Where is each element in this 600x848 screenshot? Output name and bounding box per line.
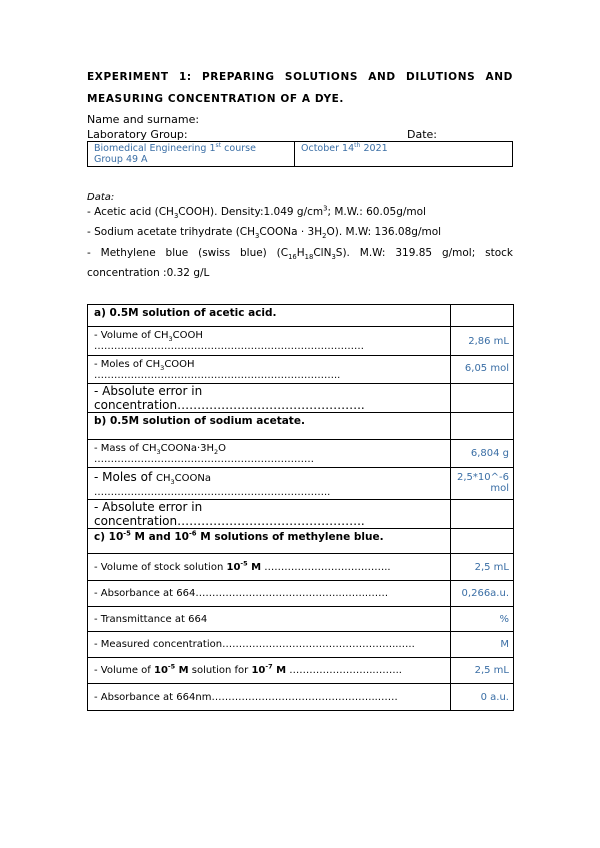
group-value-cell[interactable]: Biomedical Engineering 1st course Group 49 A: [88, 142, 295, 167]
absorbance-label: - Absorbance at 664……………………………………..……..……: [88, 581, 451, 607]
absorbance-nm-label: - Absorbance at 664nm…………………………………………..……: [88, 684, 451, 711]
table-row: [88, 607, 514, 632]
error-acetic-value[interactable]: [451, 384, 514, 413]
results-table: [87, 304, 514, 711]
moles-sodium-label: - Moles of $CH_3COONa$ ……………………………………………………………..: [88, 468, 451, 500]
acetic-acid-data: - Acetic acid $(CH_3COOH)$. Density:1.049 $g/cm^3$; M.W.: 60.05g/mol: [87, 204, 426, 221]
name-label: Name and surname:: [87, 113, 200, 126]
table-row: [88, 500, 514, 529]
sodium-acetate-data: - Sodium acetate trihydrate $(CH_3COONa \cdot 3H_2O)$. M.W: 136.08g/mol: [87, 226, 442, 241]
error-sodium-label: - Absolute error in concentration………………………………………..: [88, 500, 451, 529]
methylene-blue-data: - Methylene blue (swiss blue) $(C_{16}H_{18}ClN_3S)$. M.W: 319.85 g/mol; stock concentration :0.32 g/L: [87, 247, 514, 279]
table-row: [88, 554, 514, 581]
measured-concentration-value[interactable]: M: [451, 632, 514, 658]
table-row: [88, 327, 514, 356]
table-row: [88, 658, 514, 684]
table-row: [88, 684, 514, 711]
section-c-header: c) $10^{-5}$ M and $10^{-6}$ M solutions of methylene blue.: [88, 529, 514, 554]
error-sodium-value[interactable]: [451, 500, 514, 529]
moles-acetic-value[interactable]: 6,05 mol: [451, 356, 514, 384]
transmittance-label: - Transmittance at 664: [88, 607, 451, 632]
moles-acetic-label: - Moles of $CH_3COOH$ ………………………………………………………………..: [88, 356, 451, 384]
error-acetic-label: - Absolute error in concentration………………………………………..: [88, 384, 451, 413]
volume-dilution-label: - Volume of $10^{-5}$ M solution for $10^{-7}$ M ……………………..……..: [88, 658, 451, 684]
transmittance-value[interactable]: %: [451, 607, 514, 632]
moles-sodium-value[interactable]: 2,5*10^-6 mol: [451, 468, 514, 500]
date-value-cell[interactable]: October 14th 2021: [295, 142, 513, 167]
measured-concentration-label: - Measured concentration……………………………………………..…..: [88, 632, 451, 658]
volume-acetic-label: - Volume of $CH_3COOH$ ………………………………………………………………………: [88, 327, 451, 356]
volume-acetic-value[interactable]: 2,86 mL: [451, 327, 514, 356]
absorbance-value[interactable]: 0,266a.u.: [451, 581, 514, 607]
table-row: [88, 384, 514, 413]
volume-stock-label: - Volume of stock solution $10^{-5}$ M ………………………………..: [88, 554, 451, 581]
table-row: [88, 440, 514, 468]
section-b-header: b) 0.5M solution of sodium acetate.: [88, 413, 514, 440]
mass-sodium-value[interactable]: 6,804 g: [451, 440, 514, 468]
mass-sodium-label: - Mass of $CH_3COONa\cdot 3H_2O$ …………………………………………………………: [88, 440, 451, 468]
group-label: Laboratory Group:: [87, 128, 188, 141]
group-date-table: [87, 141, 513, 167]
section-a-header: a) 0.5M solution of acetic acid.: [88, 305, 514, 327]
table-row: [88, 581, 514, 607]
table-row: [88, 632, 514, 658]
table-row: [88, 356, 514, 384]
date-label: Date:: [407, 128, 437, 141]
absorbance-nm-value[interactable]: 0 a.u.: [451, 684, 514, 711]
document-title: EXPERIMENT 1: PREPARING SOLUTIONS AND DILUTIONS AND MEASURING CONCENTRATION OF A DYE.: [87, 71, 513, 105]
volume-dilution-value[interactable]: 2,5 mL: [451, 658, 514, 684]
data-label: Data:: [87, 192, 115, 203]
table-row: [88, 468, 514, 500]
volume-stock-value[interactable]: 2,5 mL: [451, 554, 514, 581]
